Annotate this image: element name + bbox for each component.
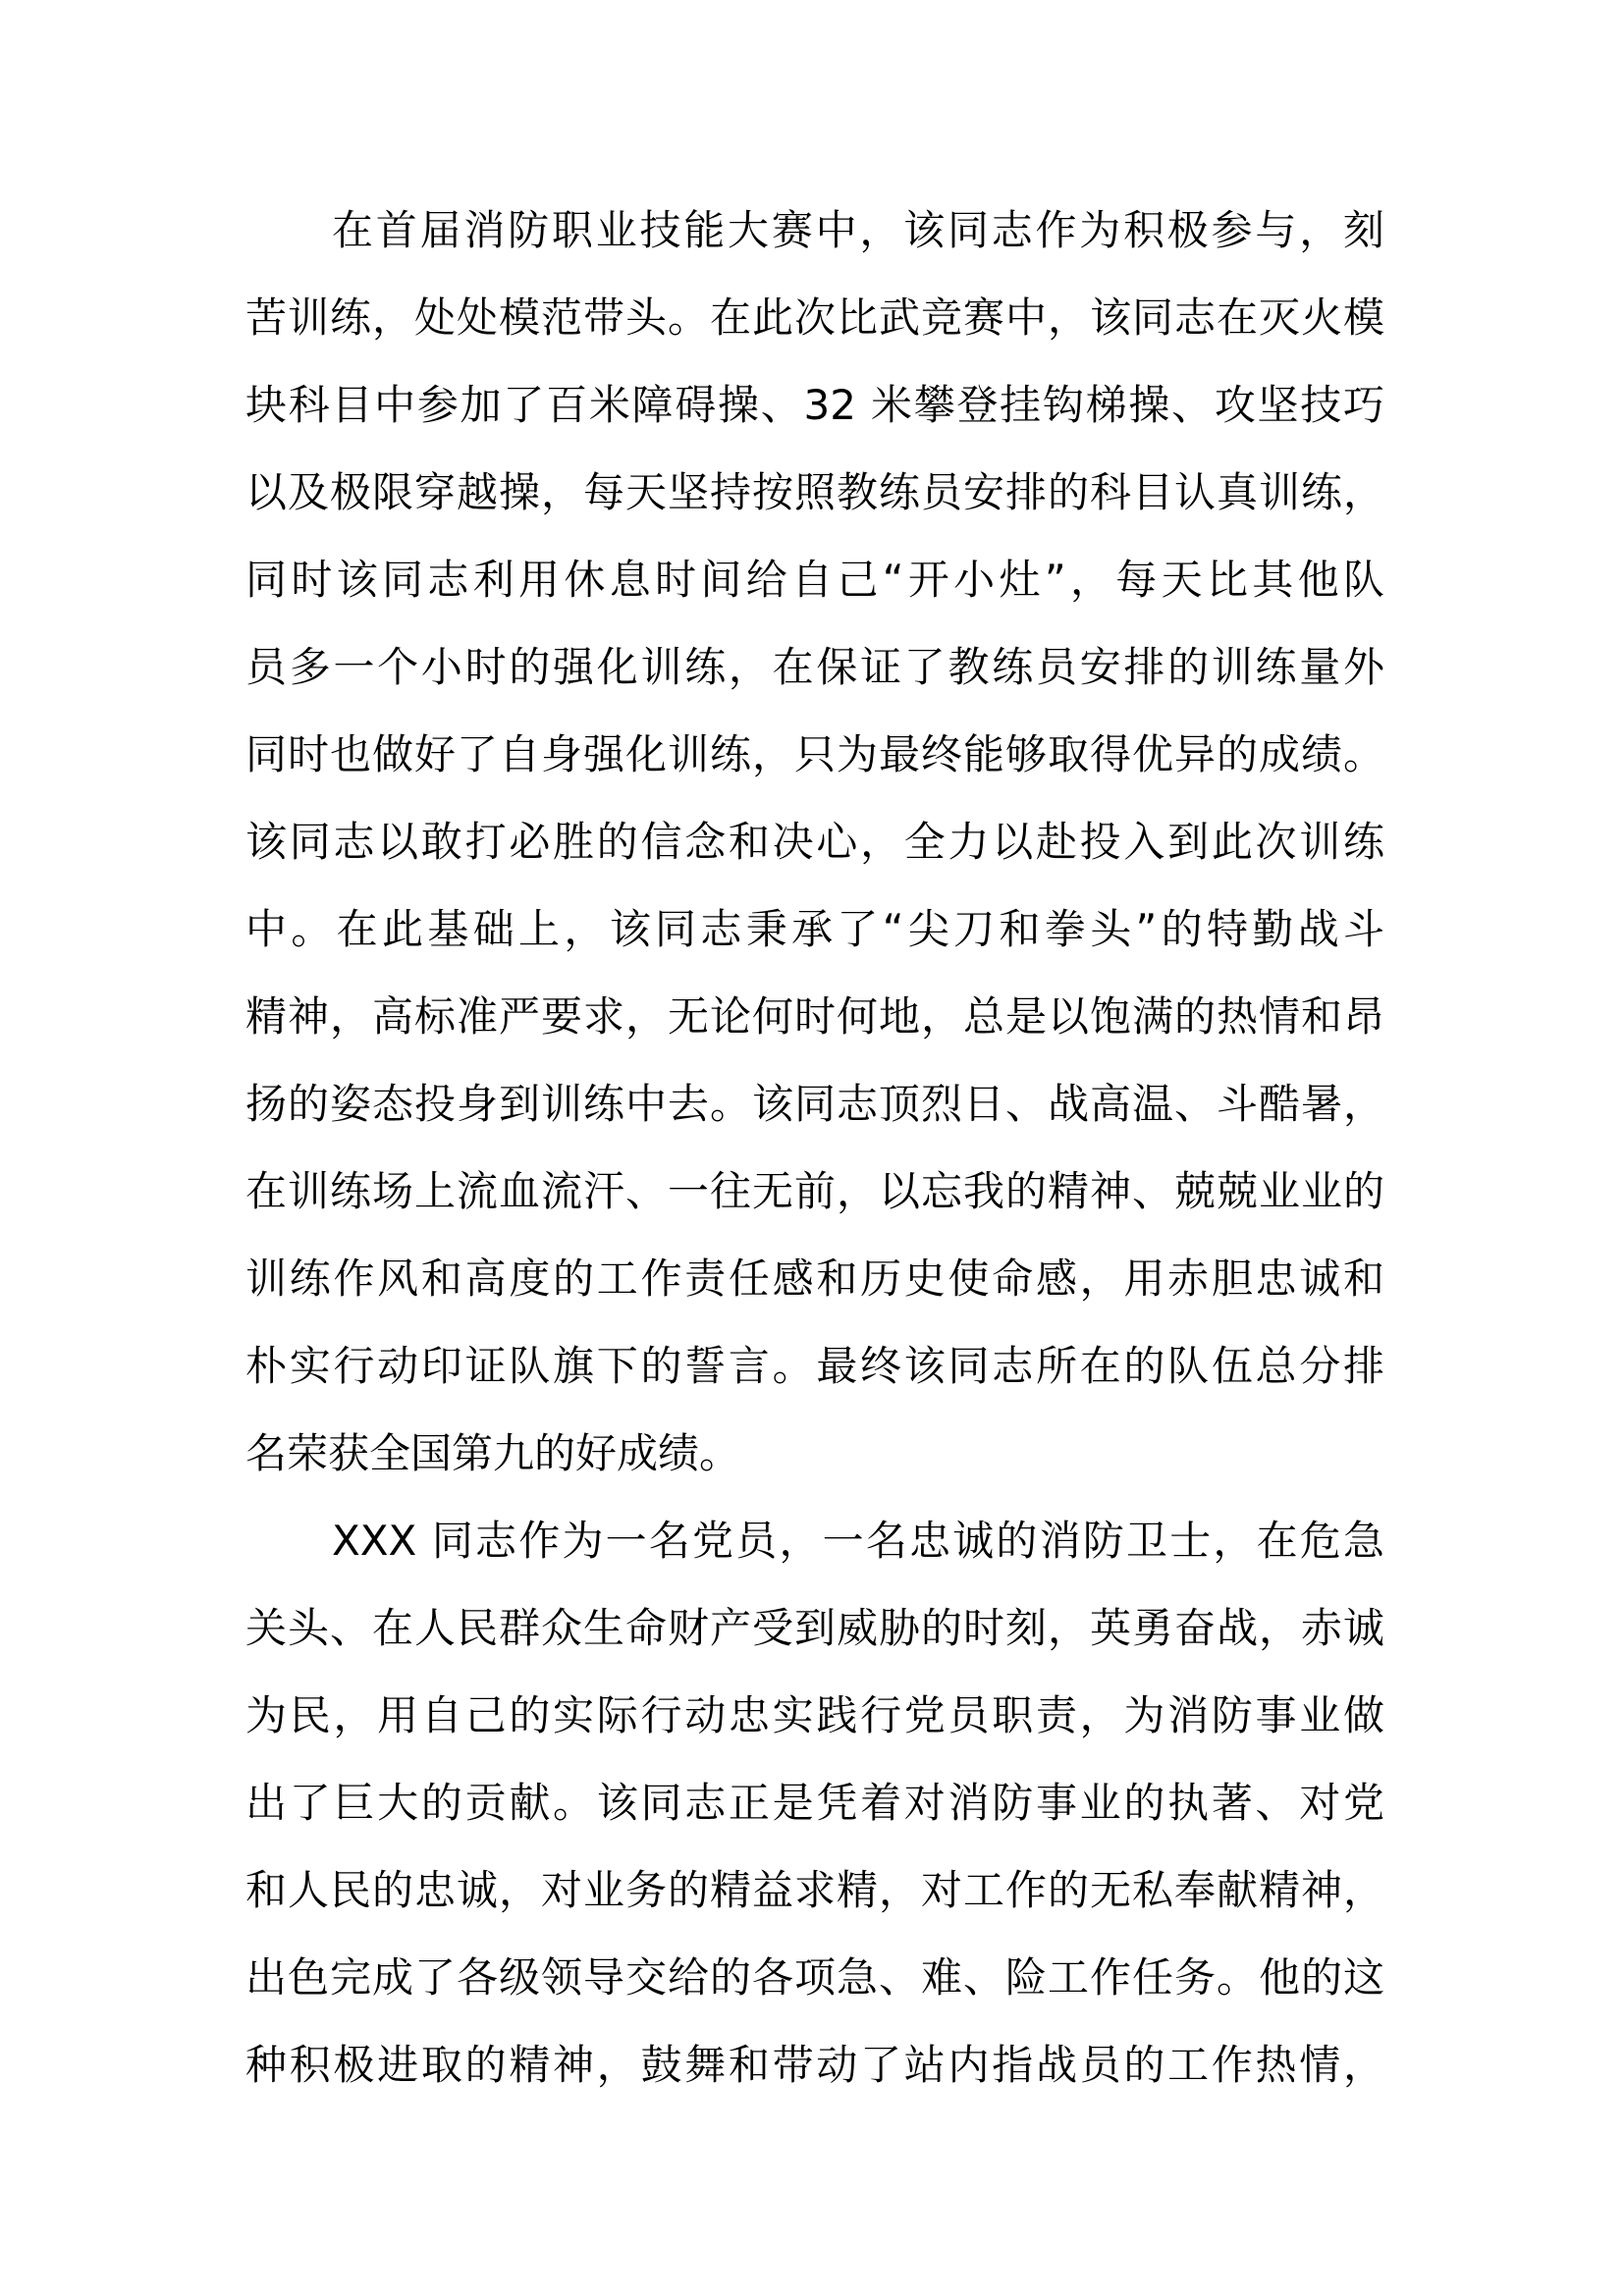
text-line: 中。在此基础上，该同志秉承了“尖刀和拳头”的特勤战斗 [245,905,1384,953]
text-line: 训练作风和高度的工作责任感和历史使命感，用赤胆忠诚和 [245,1255,1384,1303]
text-line: 出色完成了各级领导交给的各项急、难、险工作任务。他的这 [245,1953,1384,2002]
text-line: 同时该同志利用休息时间给自己“开小灶”，每天比其他队 [245,556,1384,604]
text-line: 种积极进取的精神，鼓舞和带动了站内指战员的工作热情， [245,2041,1384,2089]
text-line: 精神，高标准严要求，无论何时何地，总是以饱满的热情和昂 [245,992,1384,1041]
document-body [245,187,1384,2109]
text-line: 以及极限穿越操，每天坚持按照教练员安排的科目认真训练， [245,468,1384,516]
text-line: XXX 同志作为一名党员，一名忠诚的消防卫士，在危急 [332,1517,1384,1565]
text-line: 块科目中参加了百米障碍操、32 米攀登挂钩梯操、攻坚技巧 [245,381,1384,429]
text-line: 该同志以敢打必胜的信念和决心，全力以赴投入到此次训练 [245,818,1384,866]
text-line: 在首届消防职业技能大赛中，该同志作为积极参与，刻 [332,206,1384,254]
text-line: 和人民的忠诚，对业务的精益求精，对工作的无私奉献精神， [245,1866,1384,1914]
text-line: 苦训练，处处模范带头。在此次比武竞赛中，该同志在灭火模 [245,294,1384,342]
text-line: 出了巨大的贡献。该同志正是凭着对消防事业的执著、对党 [245,1779,1384,1827]
text-line: 在训练场上流血流汗、一往无前，以忘我的精神、兢兢业业的 [245,1167,1384,1215]
text-line: 员多一个小时的强化训练，在保证了教练员安排的训练量外 [245,643,1384,691]
text-line: 同时也做好了自身强化训练，只为最终能够取得优异的成绩。 [245,730,1384,778]
text-line: 关头、在人民群众生命财产受到威胁的时刻，英勇奋战，赤诚 [245,1604,1384,1652]
text-line: 为民，用自己的实际行动忠实践行党员职责，为消防事业做 [245,1691,1384,1739]
text-line: 名荣获全国第九的好成绩。 [245,1429,741,1477]
paragraph-2 [245,1497,1384,2109]
text-line: 扬的姿态投身到训练中去。该同志顶烈日、战高温、斗酷暑， [245,1080,1384,1128]
paragraph-1 [245,187,1384,1497]
text-line: 朴实行动印证队旗下的誓言。最终该同志所在的队伍总分排 [245,1342,1384,1390]
